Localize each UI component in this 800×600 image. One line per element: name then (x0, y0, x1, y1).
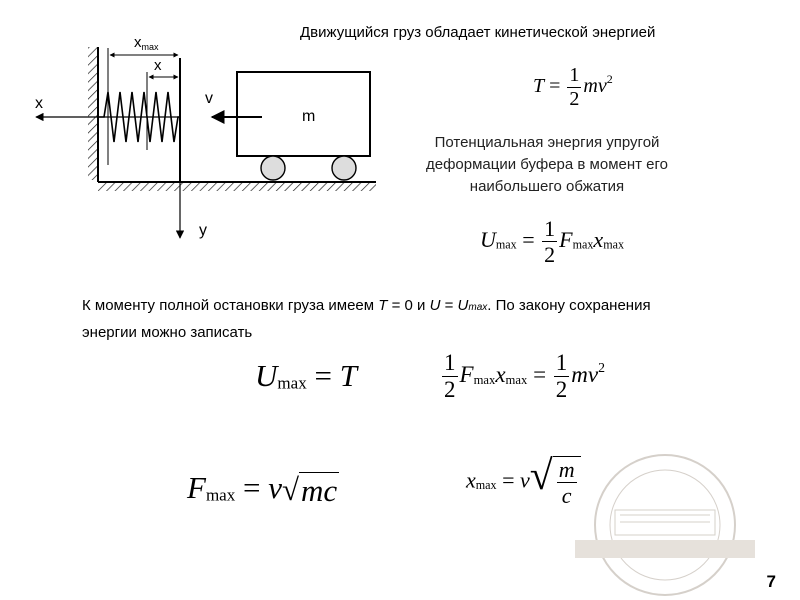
wheel-left (261, 156, 285, 180)
wheel-right (332, 156, 356, 180)
potential-energy-equation: Umax = $\frac{1}{2}$ Fmaxxmax (480, 216, 625, 268)
energy-conservation-statement: К моменту полной остановки груза имеем T = 0 и U = Umax. По закону сохранения энергии можно записать (82, 297, 651, 341)
max-displacement-equation: xmax = v √ $\frac{m}{c}$ (466, 456, 581, 509)
page-number: 7 (766, 572, 776, 591)
label-x-axis: x (35, 95, 43, 112)
max-force-equation: Fmax = v √ mc (187, 470, 338, 509)
label-m: m (302, 108, 316, 125)
label-xmax: $x_{max}$ (134, 34, 159, 52)
kinetic-energy-statement: Движущийся груз обладает кинетической энергией (300, 24, 656, 41)
sqrt-symbol: √ mc (282, 472, 338, 509)
potential-energy-statement: Потенциальная энергия упругой деформации буфера в момент его наибольшего обжатия (425, 134, 668, 195)
label-v: v (205, 90, 213, 107)
sqrt-symbol: √ $\frac{m}{c}$ (530, 456, 581, 509)
energy-balance-expanded-equation: $\frac{1}{2}$ Fmaxxmax = $\frac{1}{2}$ $mv^2$ (444, 350, 606, 403)
university-seal-watermark (565, 450, 765, 600)
ground-hatching (98, 182, 376, 191)
wall-hatching (88, 47, 98, 180)
energy-balance-equation: Umax = T (255, 358, 357, 393)
kinetic-energy-equation: T = $\frac{1}{2}$ $mv^2$ (533, 64, 613, 110)
label-x-small: x (154, 57, 162, 74)
label-y: y (199, 222, 207, 239)
